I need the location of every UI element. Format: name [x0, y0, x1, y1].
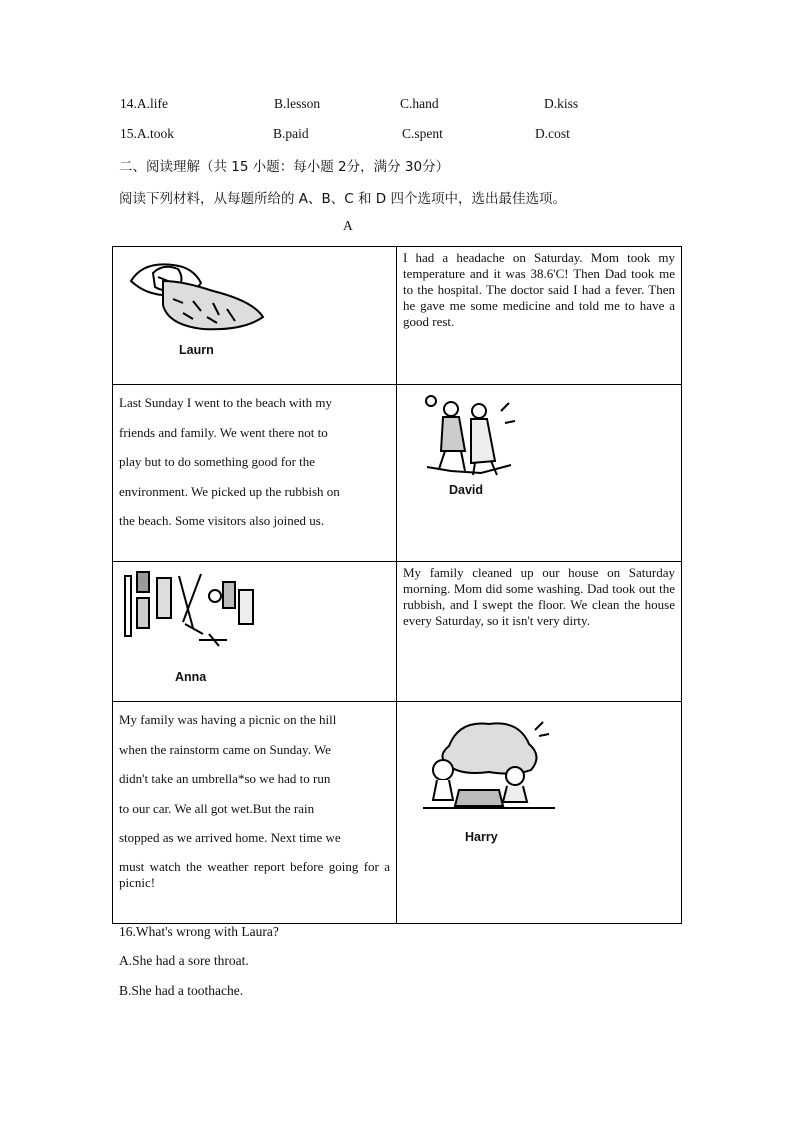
david-text	[113, 385, 396, 536]
harry-text	[113, 702, 396, 891]
harry-line: didn't take an umbrella*so we had to run	[119, 771, 331, 786]
option-14-c: C.hand	[400, 96, 439, 111]
option-15-c: C.spent	[402, 126, 443, 141]
laurn-text: I had a headache on Saturday. Mom took my temperature and it was 38.6'C! Then Dad took me to the hospital. The doctor said I had a fever. Then he gave me some medicine and told me to have a good rest.	[403, 250, 675, 329]
david-line: the beach. Some visitors also joined us.	[119, 513, 325, 528]
text-cell-laurn	[397, 247, 682, 385]
table-row	[113, 385, 682, 562]
sick-in-bed-illustration	[123, 251, 273, 341]
caption-harry: Harry	[465, 830, 498, 844]
option-15-a: 15.A.took	[120, 126, 174, 141]
harry-line: must watch the weather report before going for a picnic!	[119, 858, 390, 890]
picture-cell-david	[397, 385, 682, 562]
question-16-choice-a: A.She had a sore throat.	[119, 953, 249, 968]
caption-anna: Anna	[175, 670, 207, 684]
table-row	[113, 247, 682, 385]
passage-label: A	[343, 218, 353, 233]
option-15-d: D.cost	[535, 126, 570, 141]
reading-table	[112, 246, 682, 924]
table-row	[113, 702, 682, 924]
beach-cleanup-illustration	[421, 391, 521, 481]
caption-david: David	[449, 483, 484, 497]
table-row	[113, 562, 682, 702]
text-cell-anna	[397, 562, 682, 702]
david-line: environment. We picked up the rubbish on	[119, 483, 340, 499]
david-line: Last Sunday I went to the beach with my	[119, 395, 333, 410]
harry-line: to our car. We all got wet.But the rain	[119, 800, 315, 816]
picnic-illustration	[419, 716, 559, 816]
anna-text: My family cleaned up our house on Saturday morning. Mom did some washing. Dad took out the rubbish, and I swept the floor. We clean the house every Saturday, so it isn't very dirty.	[403, 565, 675, 628]
text-cell-harry	[113, 702, 397, 924]
question-16-choice-b: B.She had a toothache.	[119, 983, 244, 998]
option-15-b: B.paid	[273, 126, 309, 141]
david-line: friends and family. We went there not to	[119, 424, 328, 440]
text-cell-david	[113, 385, 397, 562]
picture-cell-harry	[397, 702, 682, 924]
question-16-stem: 16.What's wrong with Laura?	[119, 924, 279, 939]
instruction-text: 阅读下列材料，从每题所给的 A、B、C 和 D 四个选项中，选出最佳选项。	[119, 191, 566, 207]
option-14-a: 14.A.life	[120, 96, 168, 111]
harry-line: when the rainstorm came on Sunday. We	[119, 741, 331, 757]
section-heading: 二、阅读理解（共 15 小题：每小题 2分，满分 30分）	[119, 159, 450, 175]
harry-line: My family was having a picnic on the hill	[119, 712, 337, 727]
option-14-b: B.lesson	[274, 96, 321, 111]
picture-cell-anna	[113, 562, 397, 702]
picture-cell-laurn	[113, 247, 397, 385]
option-14-d: D.kiss	[544, 96, 579, 111]
cleaning-tools-illustration	[123, 568, 263, 658]
david-line: play but to do something good for the	[119, 454, 316, 469]
harry-line: stopped as we arrived home. Next time we	[119, 830, 341, 845]
caption-laurn: Laurn	[179, 343, 214, 357]
